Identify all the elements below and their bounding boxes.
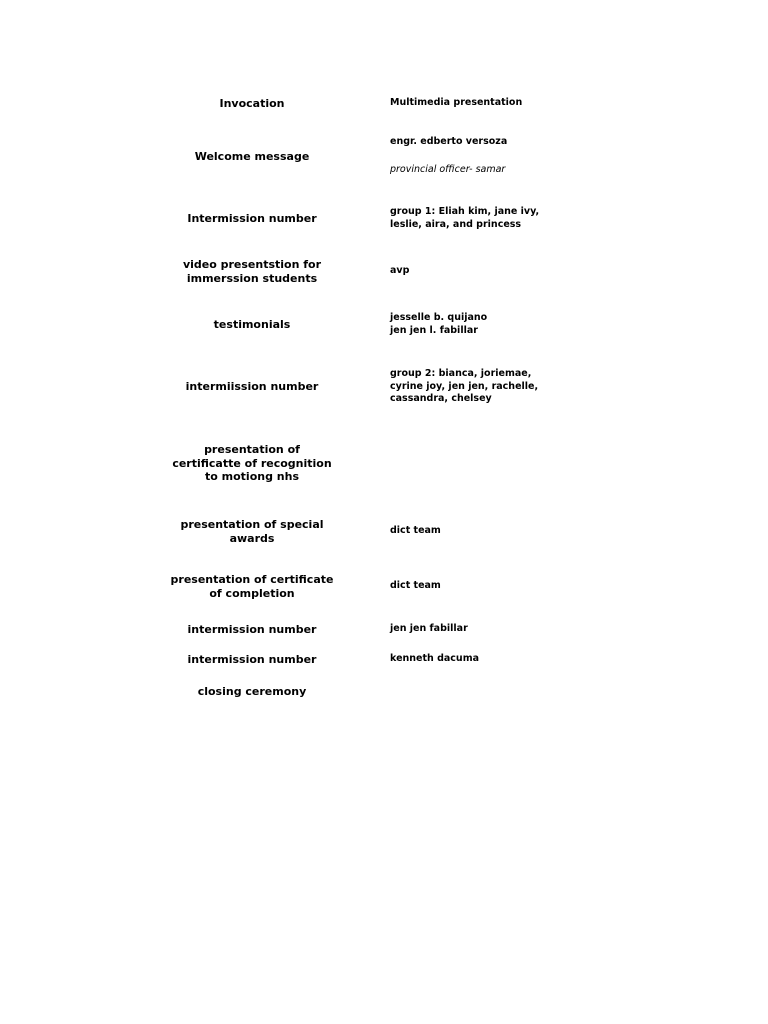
- details-video-presentation: [390, 265, 560, 278]
- detail-line: avp: [390, 265, 410, 276]
- details-intermission-1: [390, 206, 560, 231]
- detail-line: dict team: [390, 525, 441, 536]
- activity-intermission-4: [170, 653, 334, 667]
- activity-line: Invocation: [219, 97, 285, 110]
- activity-line: presentation of special: [180, 518, 324, 531]
- activity-line: intermission number: [187, 653, 317, 666]
- activity-certificate-of-recognition: [170, 443, 334, 484]
- activity-intermission-1: [170, 212, 334, 226]
- speaker-title-note: [390, 164, 560, 177]
- activity-closing-ceremony: [170, 685, 334, 699]
- details-welcome-message: [390, 136, 560, 149]
- activity-line: video presentstion for: [182, 258, 322, 271]
- details-intermission-4: [390, 653, 560, 666]
- detail-line: jen jen l. fabillar: [390, 324, 478, 336]
- activity-testimonials: [170, 318, 334, 332]
- activity-line: certificatte of recognition: [172, 456, 332, 470]
- details-testimonials: [390, 312, 560, 337]
- activity-intermission-2: [170, 380, 334, 394]
- activity-line: immerssion students: [186, 271, 318, 285]
- activity-line: intermission number: [187, 623, 317, 636]
- activity-line: presentation of: [204, 443, 300, 456]
- details-intermission-3: [390, 623, 560, 636]
- detail-line: dict team: [390, 580, 441, 591]
- detail-line: leslie, aira, and princess: [390, 218, 522, 230]
- activity-line: to motiong nhs: [205, 470, 299, 483]
- activity-video-presentation: [170, 258, 334, 285]
- details-intermission-2: [390, 368, 560, 406]
- activity-line: intermiission number: [185, 380, 319, 393]
- activity-line: closing ceremony: [197, 685, 307, 698]
- activity-line: of completion: [209, 586, 295, 600]
- activity-line: testimonials: [213, 318, 291, 331]
- details-certificate-of-completion: [390, 580, 560, 593]
- details-special-awards: [390, 525, 560, 538]
- detail-line: jesselle b. quijano: [390, 312, 488, 323]
- detail-line: engr. edberto versoza: [390, 136, 508, 147]
- activity-certificate-of-completion: [170, 573, 334, 600]
- detail-note: provincial officer- samar: [390, 164, 506, 175]
- detail-line: cyrine joy, jen jen, rachelle,: [390, 380, 539, 392]
- activity-invocation: [170, 97, 334, 111]
- activity-line: awards: [229, 531, 275, 545]
- activity-line: Intermission number: [187, 212, 317, 225]
- detail-line: group 1: Eliah kim, jane ivy,: [390, 206, 540, 217]
- detail-line: kenneth dacuma: [390, 653, 480, 664]
- activity-intermission-3: [170, 623, 334, 637]
- activity-special-awards: [170, 518, 334, 545]
- detail-line: Multimedia presentation: [390, 97, 523, 108]
- details-invocation: [390, 97, 560, 110]
- activity-welcome-message: [170, 150, 334, 164]
- activity-line: Welcome message: [194, 150, 310, 163]
- detail-line: group 2: bianca, joriemae,: [390, 368, 532, 379]
- detail-line: cassandra, chelsey: [390, 393, 492, 404]
- activity-line: presentation of certificate: [170, 573, 334, 586]
- detail-line: jen jen fabillar: [390, 623, 468, 634]
